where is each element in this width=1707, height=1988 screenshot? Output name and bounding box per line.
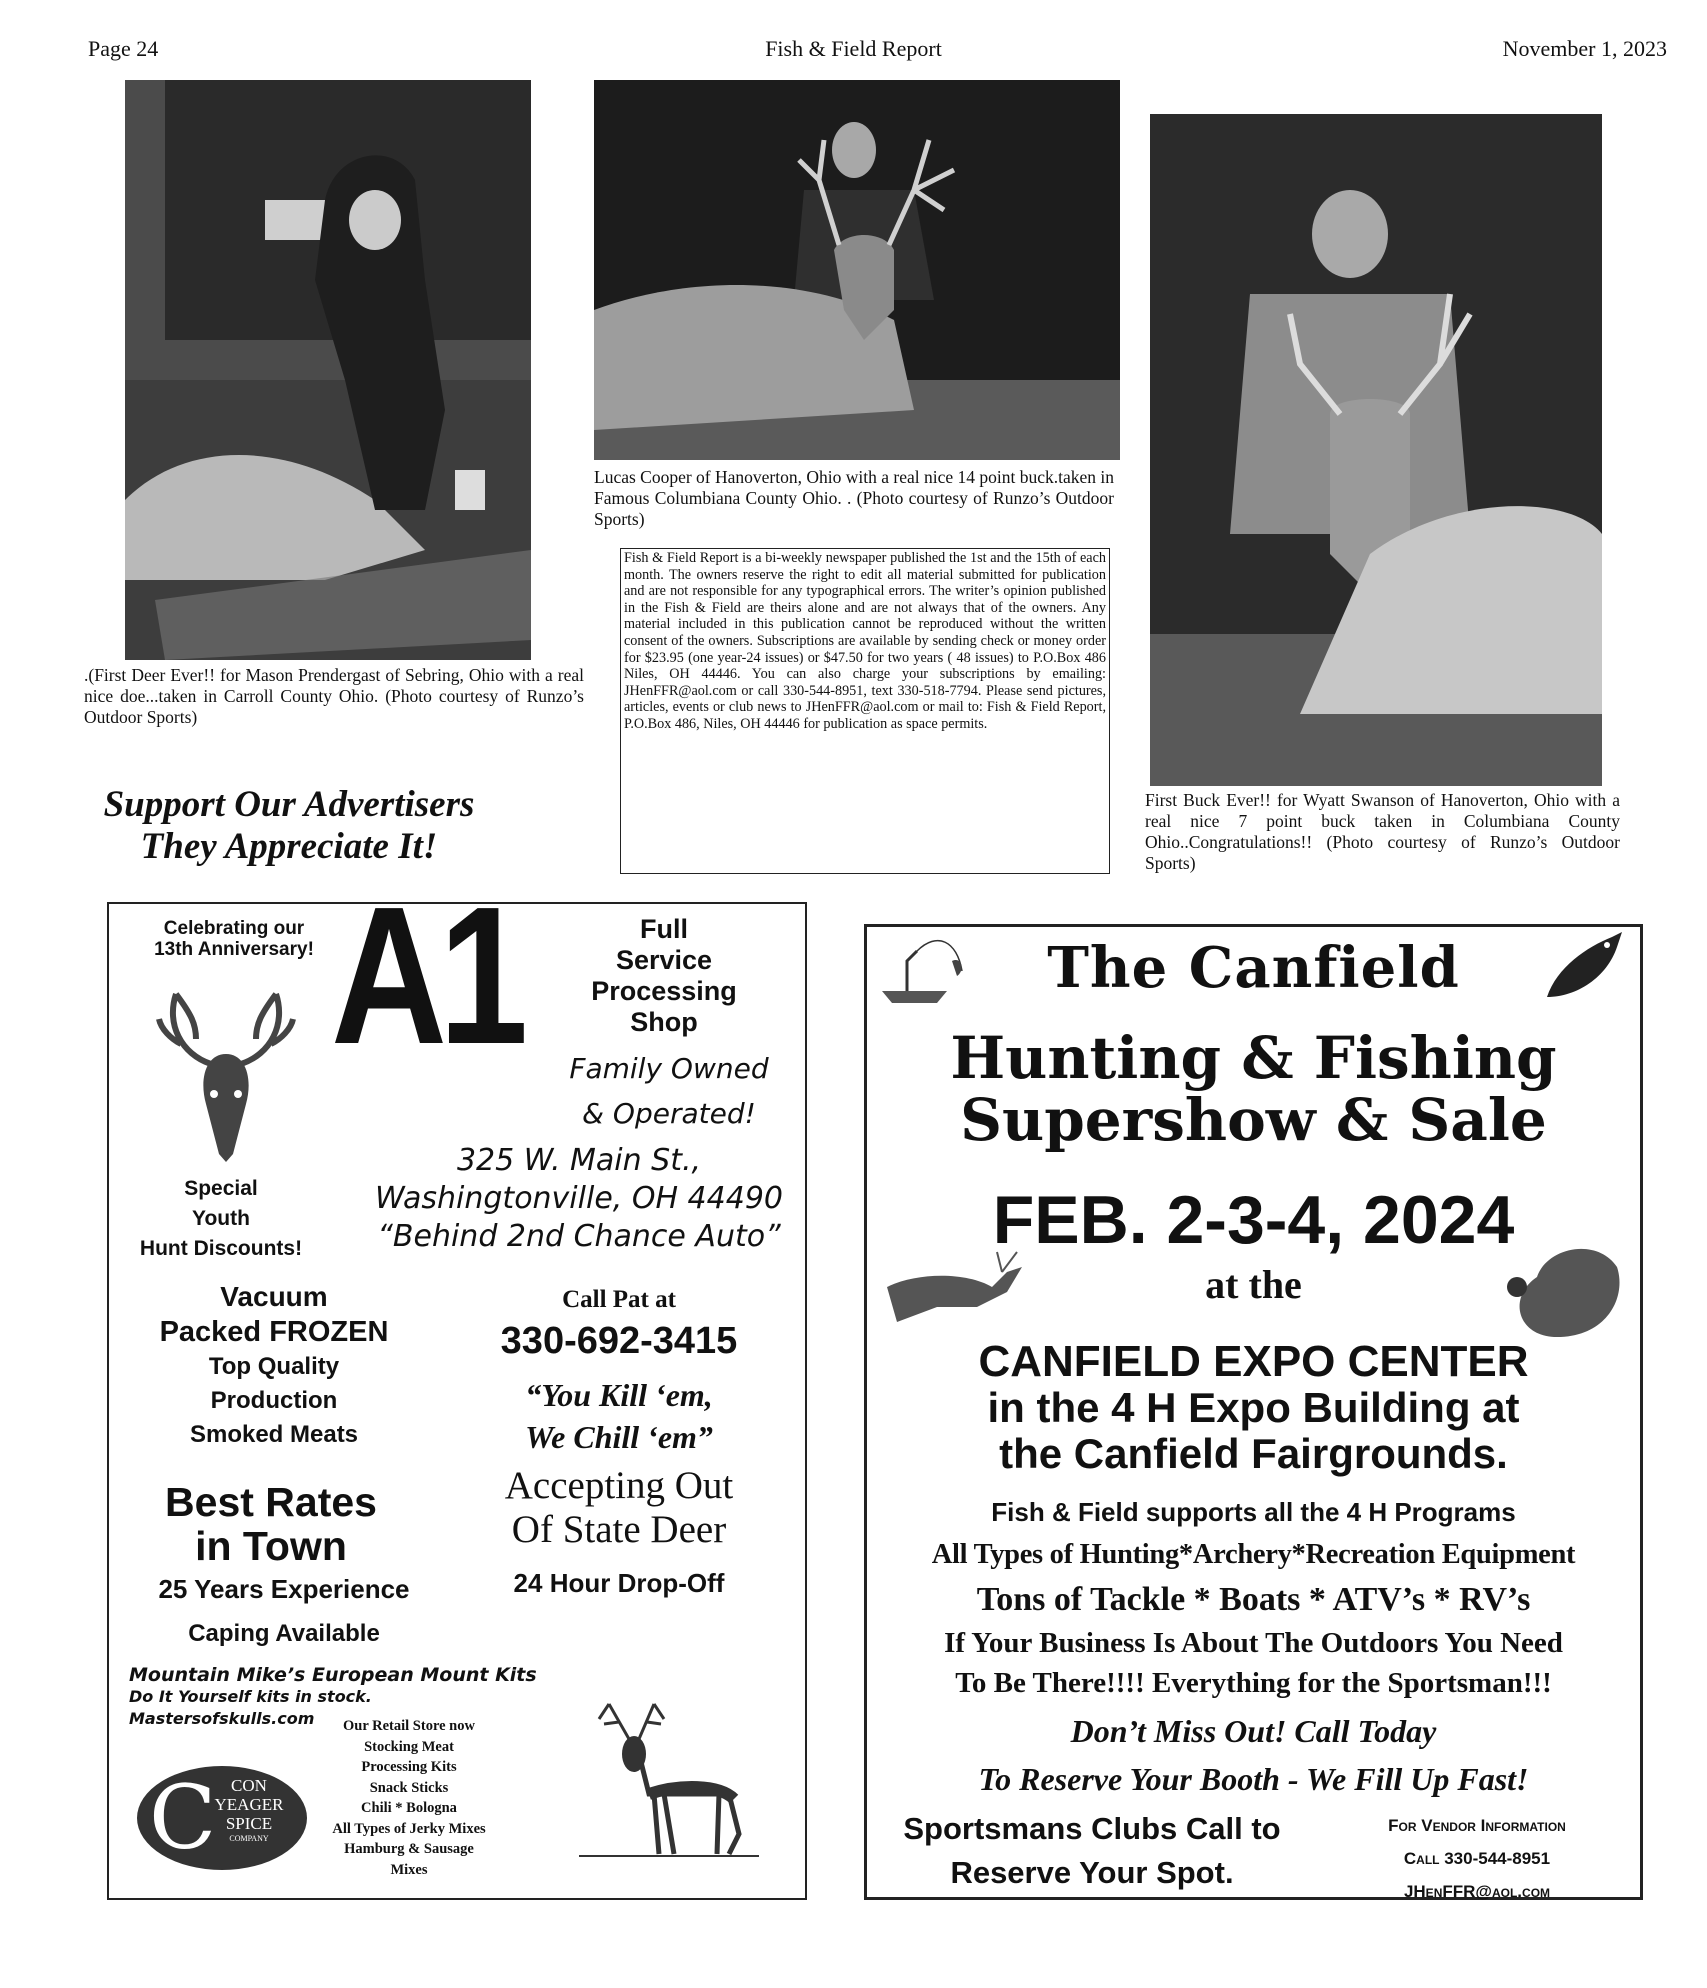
equipment-line: All Types of Hunting*Archery*Recreation Equipment [931, 1539, 1576, 1570]
retail-store-list [309, 1716, 509, 1880]
deer-illustration-icon [579, 1694, 759, 1864]
shop-line: Shop [630, 1007, 698, 1037]
retail-item: Mixes [390, 1861, 428, 1878]
at-the-label: at the [1205, 1262, 1302, 1307]
top-quality-line: Top Quality [208, 1353, 340, 1380]
con-yeager-spice-logo: C CON YEAGER SPICE COMPANY [137, 1766, 307, 1870]
accepting-line-2: Of State Deer [511, 1508, 727, 1551]
vacuum-packed-info [119, 1280, 429, 1452]
best-rates-line-1: Best Rates [165, 1479, 377, 1525]
newspaper-name: Fish & Field Report [765, 36, 942, 61]
address-landmark: “Behind 2nd Chance Auto” [377, 1219, 781, 1254]
family-line-1: Family Owned [569, 1052, 769, 1085]
caping-available: Caping Available [188, 1620, 380, 1647]
anniversary-line-1: Celebrating our [163, 918, 305, 939]
dont-miss-line: Don’t Miss Out! Call Today [1070, 1713, 1437, 1749]
vendor-email[interactable]: JHenFFR@aol.com [1403, 1882, 1551, 1901]
retail-item: Chili * Bologna [361, 1800, 457, 1816]
venue-name: CANFIELD EXPO CENTER [978, 1337, 1529, 1386]
support-line-1: Support Our Advertisers [103, 784, 475, 825]
photo-mason-doe [125, 80, 531, 660]
service-line: Service [615, 945, 713, 975]
caption-mason: .(First Deer Ever!! for Mason Prendergast of Sebring, Ohio with a real nice doe...taken in Carroll County Ohio. (Photo courtesy of Runzo’s Outdoor Sports) [84, 665, 584, 727]
spice-logo-line: YEAGER [214, 1795, 284, 1814]
show-dates: FEB. 2-3-4, 2024 [992, 1182, 1515, 1258]
full-service-heading [564, 914, 764, 1038]
vendor-info [1317, 1809, 1637, 1908]
photo-wyatt-buck [1150, 114, 1602, 786]
mike-line-1: Mountain Mike’s European Mount Kits [129, 1664, 537, 1686]
chill-line: We Chill ‘em” [525, 1419, 713, 1455]
retail-item: Our Retail Store now [343, 1718, 475, 1734]
family-owned [549, 1046, 789, 1136]
spice-logo-line: SPICE [225, 1814, 273, 1833]
ad-a1-processing [107, 866, 807, 1900]
hunting-fishing-title: Hunting & Fishing [950, 1024, 1557, 1092]
sportsmans-clubs [867, 1807, 1317, 1895]
business-outdoors-line: If Your Business Is About The Outdoors You Need [944, 1627, 1563, 1659]
kill-line: “You Kill ‘em, [525, 1377, 713, 1413]
best-rates-line-2: in Town [195, 1523, 347, 1569]
kill-chill-slogan [469, 1374, 769, 1458]
venue-building: in the 4 H Expo Building at [987, 1384, 1520, 1431]
best-rates [121, 1480, 421, 1568]
address-line-1: 325 W. Main St., [456, 1143, 702, 1178]
retail-item: Processing Kits [361, 1759, 457, 1775]
full-line: Full [640, 914, 688, 944]
anniversary-line-2: 13th Anniversary! [154, 939, 314, 960]
photo-lucas-buck [594, 80, 1120, 460]
anniversary-badge [139, 918, 329, 960]
youth-discounts [121, 1174, 321, 1264]
a1-phone-number[interactable]: 330-692-3415 [500, 1320, 738, 1362]
special-line-1: Special [184, 1177, 258, 1200]
special-line-3: Hunt Discounts! [139, 1237, 303, 1260]
caption-wyatt: First Buck Ever!! for Wyatt Swanson of Hanoverton, Ohio with a real nice 7 point buck taken in Columbiana County Ohio..Congratulations!! (Photo courtesy of Runzo’s Outdoor Sports) [1145, 790, 1620, 873]
clubs-line-2: Reserve Your Spot. [950, 1855, 1234, 1890]
retail-item: Hamburg & Sausage [344, 1841, 474, 1857]
supports-4h: Fish & Field supports all the 4 H Programs [991, 1497, 1516, 1527]
support-line-2: They Appreciate It! [140, 826, 438, 867]
address-line-2: Washingtonville, OH 44490 [374, 1181, 783, 1216]
page-number: Page 24 [88, 36, 159, 61]
special-line-2: Youth [192, 1207, 250, 1230]
out-of-state-deer [459, 1464, 779, 1552]
tackle-boats-line: Tons of Tackle * Boats * ATV’s * RV’s [976, 1581, 1531, 1618]
mike-line-2: Do It Yourself kits in stock. [129, 1687, 372, 1706]
turkey-icon [1497, 1237, 1627, 1347]
canfield-title: The Canfield [1047, 935, 1460, 1001]
smoked-meats-line: Smoked Meats [189, 1421, 359, 1448]
mike-website: Mastersofskulls.com [129, 1709, 315, 1728]
publication-notice: Fish & Field Report is a bi-weekly newspaper published the 1st and the 15th of each month. The owners reserve the right to edit all material submitted for publication and are not responsible for any typographical errors. The writer’s opinion published in the Fish & Field are theirs alone and are not always that of the owners. Any material included in this publication cannot be reproduced without the written consent of the owners. Subscriptions are available by sending check or money order for $23.95 (one year-24 issues) or $47.50 for two years ( 48 issues) to P.O.Box 486 Niles, OH 44446. You can also charge your subscriptions by emailing: JHenFFR@aol.com or call 330-544-8951, text 330-518-7794. Please send pictures, articles, events or club news to JHenFFR@aol.com or mail to: Fish & Field Report, P.O.Box 486, Niles, OH 44446 for publication as space permits. [620, 548, 1110, 874]
venue-fairgrounds: the Canfield Fairgrounds. [999, 1430, 1508, 1477]
processing-line: Processing [591, 976, 737, 1006]
years-experience: 25 Years Experience [158, 1574, 410, 1604]
spice-logo-line: CON [231, 1776, 267, 1795]
issue-date: November 1, 2023 [1502, 36, 1667, 61]
vacuum-line: Vacuum [220, 1281, 328, 1312]
retail-item: Snack Sticks [369, 1779, 449, 1796]
everything-sportsman-line: To Be There!!!! Everything for the Sportsman!!! [955, 1667, 1552, 1699]
accepting-line-1: Accepting Out [504, 1464, 734, 1507]
leaping-deer-icon [877, 1247, 1027, 1337]
ad-canfield-supershow [864, 924, 1643, 1900]
shop-address [359, 1142, 799, 1256]
vendor-phone[interactable]: Call 330-544-8951 [1403, 1849, 1551, 1868]
supershow-title: Supershow & Sale [960, 1086, 1547, 1154]
spice-logo-line: COMPANY [229, 1834, 269, 1843]
caption-lucas: Lucas Cooper of Hanoverton, Ohio with a real nice 14 point buck.taken in Famous Columbiana County Ohio. . (Photo courtesy of Runzo’s Outdoor Sports) [594, 467, 1114, 529]
packed-line: Packed FROZEN [159, 1316, 389, 1348]
call-pat-label: Call Pat at [562, 1286, 676, 1313]
clubs-line-1: Sportsmans Clubs Call to [903, 1811, 1281, 1846]
drop-off-hours: 24 Hour Drop-Off [513, 1568, 725, 1598]
deer-head-icon [151, 984, 301, 1174]
production-line: Production [210, 1387, 338, 1414]
reserve-booth-line: To Reserve Your Booth - We Fill Up Fast! [978, 1761, 1529, 1797]
support-advertisers-banner [88, 784, 490, 868]
retail-item: Stocking Meat [364, 1738, 454, 1755]
retail-item: All Types of Jerky Mixes [332, 1820, 486, 1837]
a1-logo: A1 [331, 866, 521, 1085]
vendor-line-1: For Vendor Information [1388, 1816, 1566, 1835]
family-line-2: & Operated! [582, 1097, 756, 1130]
